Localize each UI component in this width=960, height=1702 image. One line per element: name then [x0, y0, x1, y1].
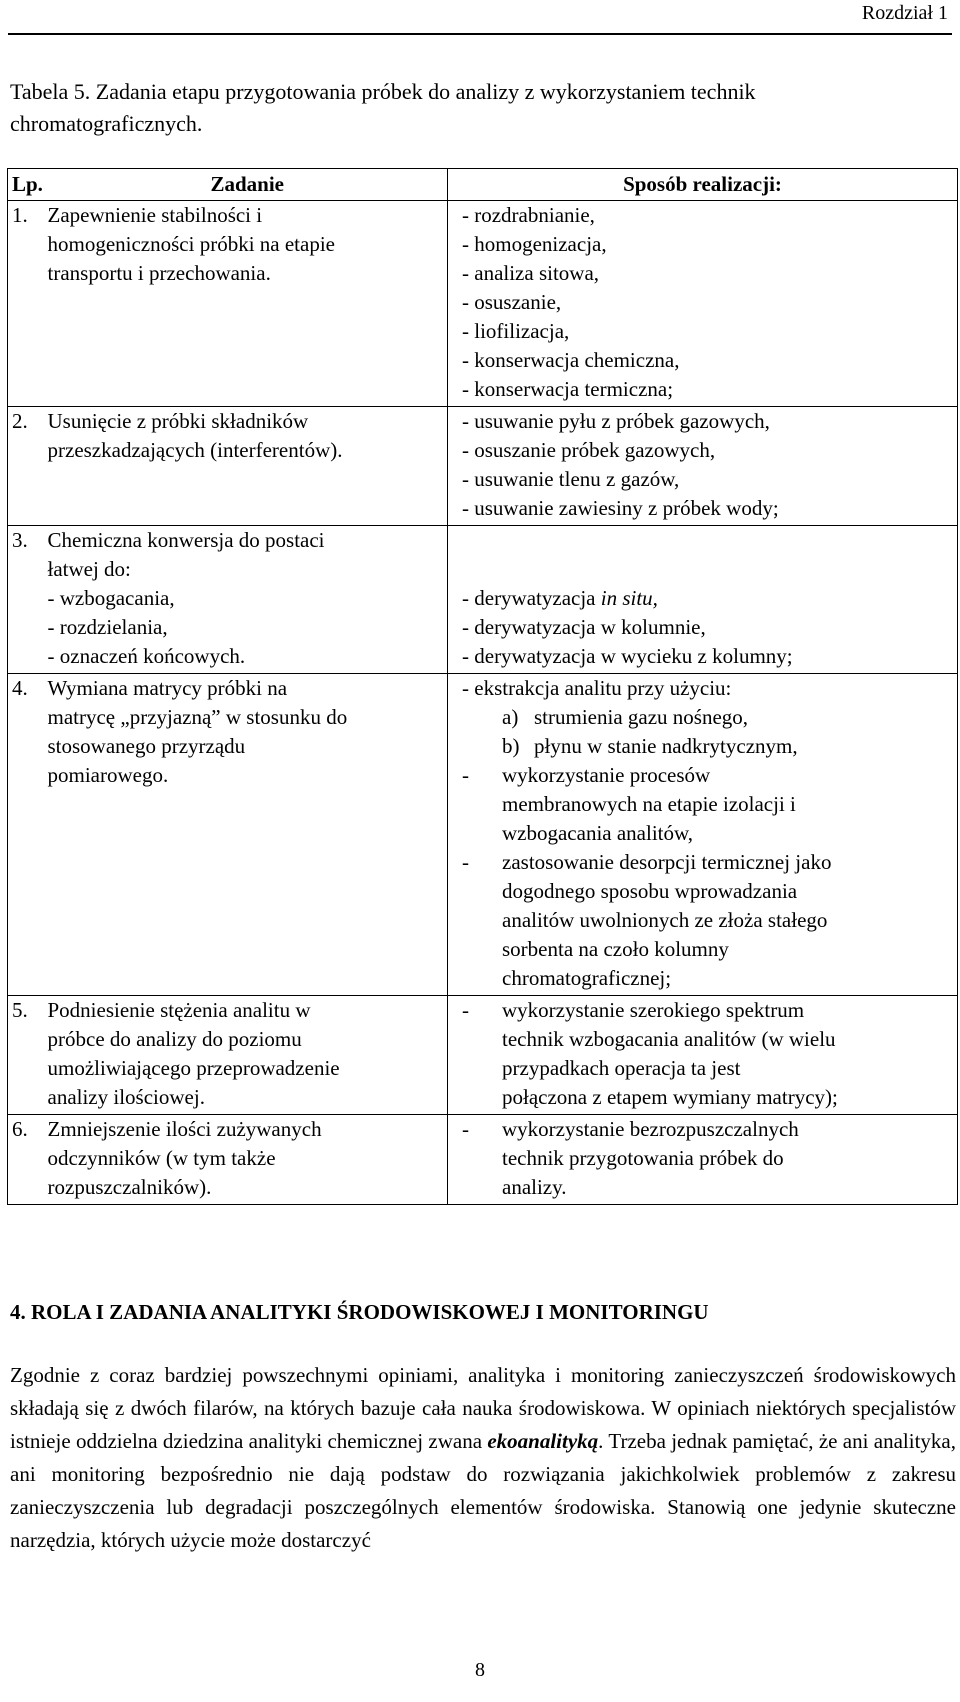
method-item: - derywatyzacja w wycieku z kolumny;: [462, 644, 793, 668]
task-line: próbce do analizy do poziomu: [47, 1027, 302, 1051]
table-row: [8, 526, 958, 674]
table-row: [8, 1115, 958, 1205]
running-header: Rozdział 1: [861, 2, 948, 24]
row-number: 4.: [8, 674, 48, 996]
task-line: transportu i przechowania.: [47, 261, 271, 285]
tasks-table: [7, 168, 958, 1205]
method-item: - derywatyzacja w kolumnie,: [462, 615, 706, 639]
row-number: 5.: [8, 996, 48, 1115]
task-line: Usunięcie z próbki składników: [47, 409, 309, 433]
method-item: - usuwanie zawiesiny z próbek wody;: [462, 496, 779, 520]
task-cell: [48, 526, 448, 674]
method-cell: [448, 407, 958, 526]
body-paragraph: [10, 1359, 956, 1557]
task-line: umożliwiającego przeprowadzenie: [47, 1056, 340, 1080]
method-item: - analiza sitowa,: [462, 261, 600, 285]
header-method: Sposób realizacji:: [448, 169, 958, 201]
header-lp: Lp.: [8, 169, 48, 201]
table-row: [8, 674, 958, 996]
method-dash: -: [462, 1117, 469, 1141]
method-line: analitów uwolnionych ze złoża stałego: [502, 908, 828, 932]
table-row: [8, 996, 958, 1115]
table-row: [8, 201, 958, 407]
task-line: - oznaczeń końcowych.: [47, 644, 246, 668]
method-cell: [448, 996, 958, 1115]
task-line: homogeniczności próbki na etapie: [47, 232, 335, 256]
method-line: chromatograficznej;: [502, 966, 672, 990]
method-item: - ekstrakcja analitu przy użyciu:: [462, 676, 732, 700]
page-number: 8: [475, 1659, 485, 1681]
method-cell: [448, 526, 958, 674]
method-line: połączona z etapem wymiany matrycy);: [502, 1085, 838, 1109]
method-item: - homogenizacja,: [462, 232, 607, 256]
method-spacer: [462, 526, 953, 555]
task-line: rozpuszczalników).: [47, 1175, 212, 1199]
task-line: stosowanego przyrządu: [47, 734, 246, 758]
method-dash: -: [462, 763, 469, 787]
method-item: [462, 996, 953, 1112]
task-cell: [48, 407, 448, 526]
paragraph-text: Zgodnie z coraz bardziej powszechnymi opiniami, analityka i monitoring zanieczyszczeń środowiskowych składają się z dwóch filarów, na których bazuje cała nauka środowiskowa. W opiniach niektórych specjalistów istnieje oddzielna dziedzina analityki chemicznej zwana: [10, 1363, 956, 1453]
subitem-text: płynu w stanie nadkrytycznym,: [534, 734, 798, 758]
task-line: Zapewnienie stabilności i: [47, 203, 263, 227]
method-dash: -: [462, 850, 469, 874]
task-cell: [48, 996, 448, 1115]
task-line: odczynników (w tym także: [47, 1146, 276, 1170]
table-row: [8, 407, 958, 526]
method-text: - derywatyzacja: [462, 586, 596, 610]
method-item: [462, 1115, 953, 1202]
subitem-marker: b): [502, 734, 520, 758]
row-number: 3.: [8, 526, 48, 674]
task-line: analizy ilościowej.: [47, 1085, 205, 1109]
method-item: - konserwacja termiczna;: [462, 377, 674, 401]
subitem-marker: a): [502, 705, 519, 729]
method-item: - usuwanie tlenu z gazów,: [462, 467, 680, 491]
method-item: - konserwacja chemiczna,: [462, 348, 680, 372]
task-line: Zmniejszenie ilości zużywanych: [47, 1117, 322, 1141]
method-spacer: [462, 555, 953, 584]
paragraph-text: . Trzeba jednak pamiętać, że ani analityka, ani monitoring bezpośrednio nie dają podstaw do rozwiązania jakichkolwiek problemów z zakresu zanieczyszczenia lub degradacji poszczególnych elementów środowiska. Stanowią one jedynie skuteczne narzędzia, których użycie może dostarczyć: [10, 1429, 956, 1552]
method-line: membranowych na etapie izolacji i: [502, 792, 796, 816]
header-task: Zadanie: [48, 169, 448, 201]
method-item: [462, 584, 953, 613]
method-item: [462, 761, 953, 848]
emphasized-term: ekoanalityką: [487, 1429, 599, 1453]
row-number: 2.: [8, 407, 48, 526]
header-rule: [8, 33, 952, 35]
method-line: sorbenta na czoło kolumny: [502, 937, 729, 961]
task-line: pomiarowego.: [47, 763, 169, 787]
method-line: technik przygotowania próbek do: [502, 1146, 784, 1170]
method-italic-text: in situ,: [600, 586, 658, 610]
method-item: [462, 848, 953, 993]
task-line: Wymiana matrycy próbki na: [47, 676, 288, 700]
method-item: - osuszanie próbek gazowych,: [462, 438, 716, 462]
method-cell: [448, 674, 958, 996]
method-line: wykorzystanie bezrozpuszczalnych: [502, 1117, 799, 1141]
method-subitem: [462, 703, 953, 732]
method-cell: [448, 201, 958, 407]
method-line: przypadkach operacja ta jest: [502, 1056, 741, 1080]
method-subitem: [462, 732, 953, 761]
row-number: 1.: [8, 201, 48, 407]
method-line: wzbogacania analitów,: [502, 821, 694, 845]
task-line: przeszkadzających (interferentów).: [47, 438, 343, 462]
method-line: zastosowanie desorpcji termicznej jako: [502, 850, 832, 874]
task-line: - wzbogacania,: [47, 586, 175, 610]
method-item: - osuszanie,: [462, 290, 562, 314]
task-cell: [48, 1115, 448, 1205]
method-line: wykorzystanie procesów: [502, 763, 711, 787]
method-line: dogodnego sposobu wprowadzania: [502, 879, 798, 903]
table-header-row: [8, 169, 958, 201]
row-number: 6.: [8, 1115, 48, 1205]
subitem-text: strumienia gazu nośnego,: [534, 705, 749, 729]
section-heading: 4. ROLA I ZADANIA ANALITYKI ŚRODOWISKOWEJ I MONITORINGU: [10, 1300, 709, 1324]
task-cell: [48, 201, 448, 407]
table-caption: Tabela 5. Zadania etapu przygotowania próbek do analizy z wykorzystaniem technik chromatograficznych.: [10, 79, 756, 136]
method-line: technik wzbogacania analitów (w wielu: [502, 1027, 836, 1051]
method-item: - rozdrabnianie,: [462, 203, 595, 227]
task-line: matrycę „przyjazną” w stosunku do: [47, 705, 348, 729]
method-dash: -: [462, 998, 469, 1022]
task-cell: [48, 674, 448, 996]
method-item: - usuwanie pyłu z próbek gazowych,: [462, 409, 770, 433]
method-line: analizy.: [502, 1175, 567, 1199]
task-line: łatwej do:: [47, 557, 131, 581]
method-item: - liofilizacja,: [462, 319, 570, 343]
task-line: Chemiczna konwersja do postaci: [47, 528, 325, 552]
task-line: - rozdzielania,: [47, 615, 168, 639]
method-line: wykorzystanie szerokiego spektrum: [502, 998, 805, 1022]
task-line: Podniesienie stężenia analitu w: [47, 998, 311, 1022]
method-cell: [448, 1115, 958, 1205]
